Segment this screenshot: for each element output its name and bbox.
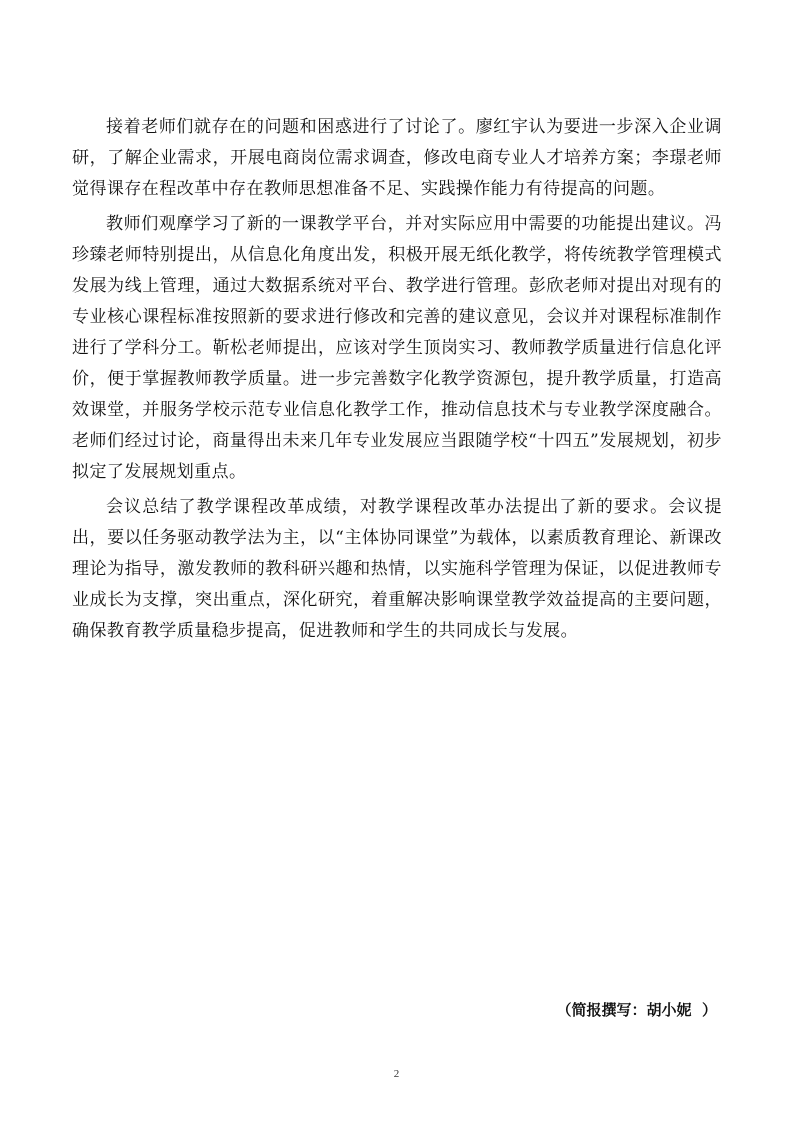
- author-byline: （简报撰写：胡小妮 ）: [556, 1001, 717, 1019]
- paragraph-teaching-platform: 教师们观摩学习了新的一课教学平台，并对实际应用中需要的功能提出建议。冯珍臻老师特别提出，从信息化角度出发，积极开展无纸化教学，将传统教学管理模式发展为线上管理，通过大数据系统对平台、教学进行管理。彭欣老师对提出对现有的专业核心课程标准按照新的要求进行修改和完善的建议意见，会议并对课程标准制作进行了学科分工。靳松老师提出，应该对学生顶岗实习、教师教学质量进行信息化评价，便于掌握教师教学质量。进一步完善数字化教学资源包，提升教学质量，打造高效课堂，并服务学校示范专业信息化教学工作，推动信息技术与专业教学深度融合。老师们经过讨论，商量得出未来几年专业发展应当跟随学校“十四五”发展规划，初步拟定了发展规划重点。: [72, 214, 722, 482]
- page-number: 2: [393, 1068, 400, 1080]
- paragraph-meeting-summary: 会议总结了教学课程改革成绩，对教学课程改革办法提出了新的要求。会议提出，要以任务驱动教学法为主，以“主体协同课堂”为载体，以素质教育理论、新课改理论为指导，激发教师的教科研兴趣和热情，以实施科学管理为保证，以促进教师专业成长为支撑，突出重点，深化研究，着重解决影响课堂教学效益提高的主要问题，确保教育教学质量稳步提高，促进教师和学生的共同成长与发展。: [72, 497, 722, 641]
- document-body: [72, 112, 722, 651]
- paragraph-discussion: 接着老师们就存在的问题和困惑进行了讨论了。廖红宇认为要进一步深入企业调研，了解企业需求，开展电商岗位需求调查，修改电商专业人才培养方案；李璟老师觉得课存在程改革中存在教师思想准备不足、实践操作能力有待提高的问题。: [72, 117, 722, 199]
